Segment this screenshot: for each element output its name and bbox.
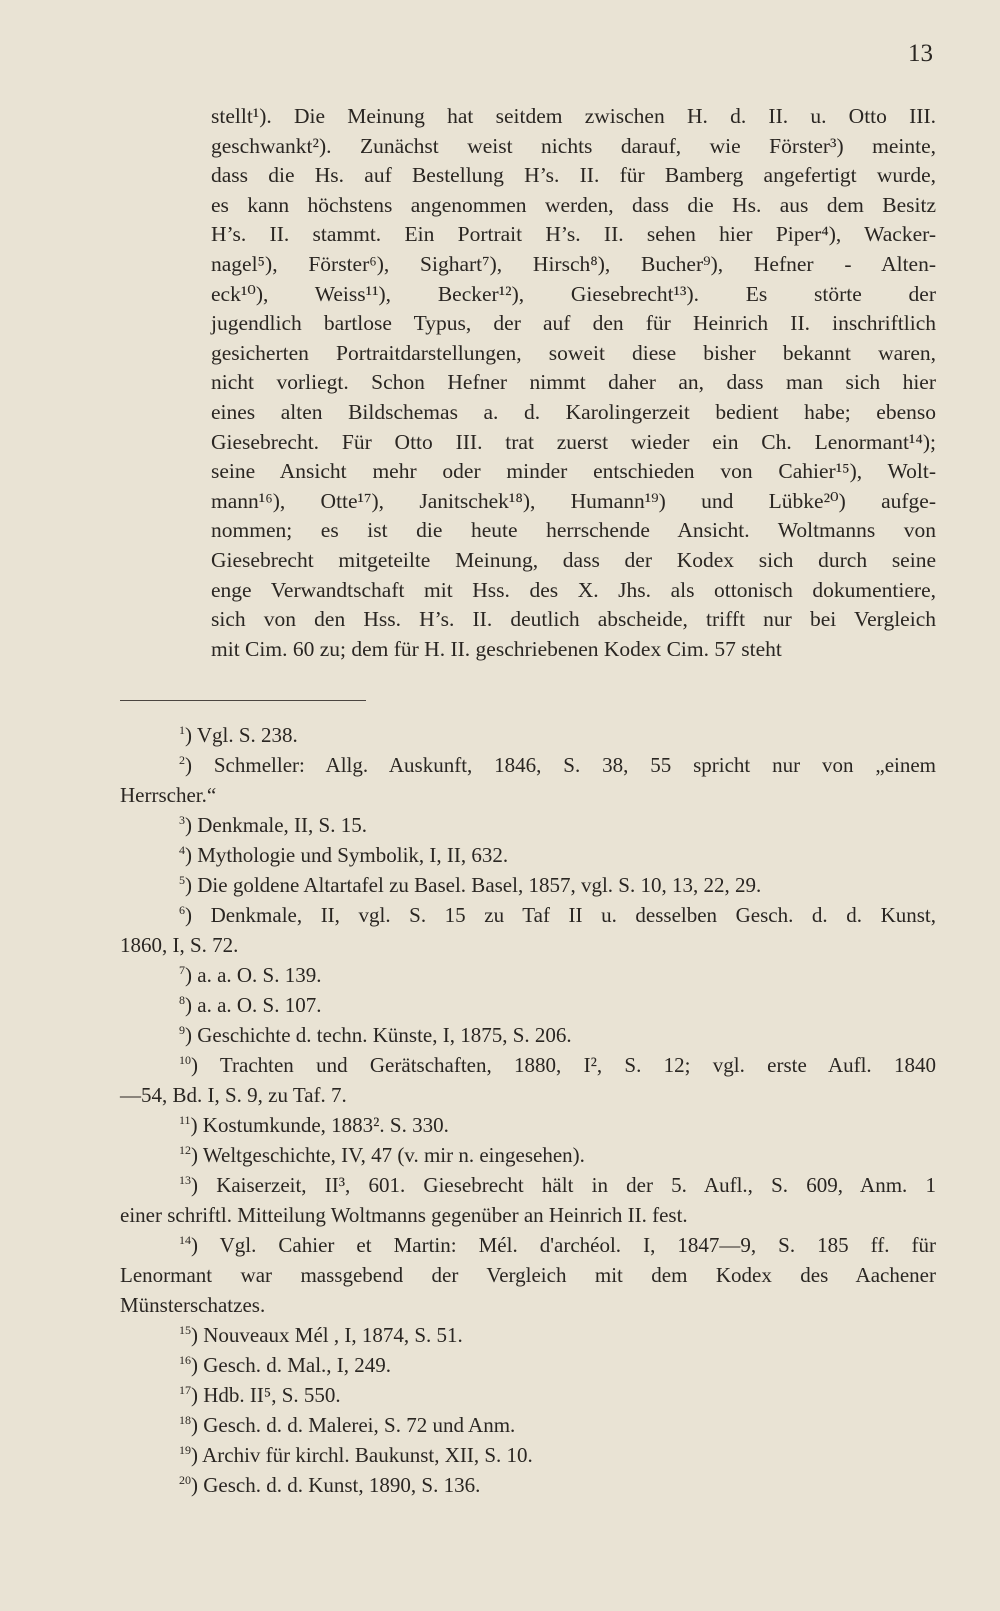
text-line: gesicherten Portraitdarstellungen, soweit diese bisher bekannt waren, [211,340,936,365]
footnote-marker: 9 [179,1023,185,1037]
main-text [211,102,936,664]
text-line: nagel⁵), Förster⁶), Sighart⁷), Hirsch⁸), Bucher⁹), Hefner - Alten- [211,251,936,276]
footnote-marker: 1 [179,723,185,737]
text-line: dass die Hs. auf Bestellung H’s. II. für Bamberg angefertigt wurde, [211,163,936,188]
footnotes [120,720,936,1500]
footnote-continuation-line: —54, Bd. I, S. 9, zu Taf. 7. [120,1083,347,1107]
text-line: geschwankt²). Zunächst weist nichts darauf, wie Förster³) meinte, [211,133,936,158]
text-line: mann¹⁶), Otte¹⁷), Janitschek¹⁸), Humann¹⁹) und Lübke²⁰) aufge- [211,488,936,513]
footnote-marker: 11 [179,1113,191,1127]
footnote-continuation-line: 1860, I, S. 72. [120,933,239,957]
footnote-first-line: $^5$) Die goldene Altartafel zu Basel. Basel, 1857, vgl. S. 10, 13, 22, 29. [179,873,762,897]
footnote-marker: 13 [179,1173,191,1187]
footnote-first-line: $^{17}$) Hdb. II⁵, S. 550. [179,1383,341,1407]
footnote [120,1350,936,1380]
footnote [120,990,936,1020]
footnote [120,1140,936,1170]
footnote-first-line: $^{13}$) Kaiserzeit, II³, 601. Giesebrecht hält in der 5. Aufl., S. 609, Anm. 1 [179,1173,936,1197]
footnote [120,720,936,750]
page-number: 13 [908,40,933,67]
footnote-marker: 5 [179,873,185,887]
footnote-first-line: $^7$) a. a. O. S. 139. [179,963,322,987]
footnote-first-line: $^{14}$) Vgl. Cahier et Martin: Mél. d'archéol. I, 1847—9, S. 185 ff. für [179,1233,936,1257]
text-line: Giesebrecht. Für Otto III. trat zuerst wieder ein Ch. Lenormant¹⁴); [211,429,936,454]
footnote-continuation-line: Herrscher.“ [120,783,217,807]
text-line: eines alten Bildschemas a. d. Karolingerzeit bedient habe; ebenso [211,399,936,424]
footnote [120,1020,936,1050]
footnote-marker: 10 [179,1053,191,1067]
footnote-marker: 15 [179,1323,191,1337]
text-line: jugendlich bartlose Typus, der auf den für Heinrich II. inschriftlich [211,311,936,336]
footnote-first-line: $^2$) Schmeller: Allg. Auskunft, 1846, S. 38, 55 spricht nur von „einem [179,753,936,777]
footnote-first-line: $^{16}$) Gesch. d. Mal., I, 249. [179,1353,392,1377]
footnote-marker: 17 [179,1383,191,1397]
footnote-first-line: $^{15}$) Nouveaux Mél , I, 1874, S. 51. [179,1323,463,1347]
text-line: nicht vorliegt. Schon Hefner nimmt daher an, dass man sich hier [211,370,936,395]
footnote-first-line: $^8$) a. a. O. S. 107. [179,993,322,1017]
text-line: mit Cim. 60 zu; dem für H. II. geschriebenen Kodex Cim. 57 steht [211,636,782,661]
footnote-first-line: $^{10}$) Trachten und Gerätschaften, 1880, I², S. 12; vgl. erste Aufl. 1840 [179,1053,936,1077]
footnote-marker: 3 [179,813,185,827]
footnote [120,1380,936,1410]
footnote [120,810,936,840]
footnote-marker: 12 [179,1143,191,1157]
footnote-continuation-line: einer schriftl. Mitteilung Woltmanns gegenüber an Heinrich II. fest. [120,1203,688,1227]
text-line: seine Ansicht mehr oder minder entschieden von Cahier¹⁵), Wolt- [211,459,936,484]
footnote-marker: 18 [179,1413,191,1427]
footnote-marker: 8 [179,993,185,1007]
text-line: es kann höchstens angenommen werden, dass die Hs. aus dem Besitz [211,192,936,217]
text-line: enge Verwandtschaft mit Hss. des X. Jhs. als ottonisch dokumentiere, [211,577,936,602]
text-line: Giesebrecht mitgeteilte Meinung, dass der Kodex sich durch seine [211,547,936,572]
footnote-marker: 19 [179,1443,191,1457]
footnote [120,1050,936,1110]
text-line: sich von den Hss. H’s. II. deutlich abscheide, trifft nur bei Vergleich [211,607,936,632]
text-line: H’s. II. stammt. Ein Portrait H’s. II. sehen hier Piper⁴), Wacker- [211,222,936,247]
footnote-separator [120,700,366,701]
text-line: eck¹⁰), Weiss¹¹), Becker¹²), Giesebrecht¹³). Es störte der [211,281,936,306]
footnote-marker: 14 [179,1233,191,1247]
footnote-first-line: $^{18}$) Gesch. d. d. Malerei, S. 72 und Anm. [179,1413,516,1437]
footnote-marker: 2 [179,753,185,767]
footnote-first-line: $^4$) Mythologie und Symbolik, I, II, 632. [179,843,509,867]
footnote-first-line: $^1$) Vgl. S. 238. [179,723,298,747]
text-line: stellt¹). Die Meinung hat seitdem zwischen H. d. II. u. Otto III. [211,104,936,128]
footnote [120,1110,936,1140]
footnote-continuation-line: Münsterschatzes. [120,1293,266,1317]
footnote [120,1410,936,1440]
footnote [120,1470,936,1500]
footnote [120,900,936,960]
footnote-first-line: $^3$) Denkmale, II, S. 15. [179,813,367,837]
footnote-first-line: $^{11}$) Kostumkunde, 1883². S. 330. [179,1113,449,1137]
footnote [120,870,936,900]
footnote [120,1320,936,1350]
footnote-first-line: $^{19}$) Archiv für kirchl. Baukunst, XII, S. 10. [179,1443,533,1467]
footnote-first-line: $^{12}$) Weltgeschichte, IV, 47 (v. mir n. eingesehen). [179,1143,585,1167]
footnote [120,960,936,990]
footnote [120,750,936,810]
text-line: nommen; es ist die heute herrschende Ansicht. Woltmanns von [211,518,936,543]
footnote-first-line: $^9$) Geschichte d. techn. Künste, I, 1875, S. 206. [179,1023,572,1047]
footnote [120,840,936,870]
footnote-first-line: $^{20}$) Gesch. d. d. Kunst, 1890, S. 136. [179,1473,481,1497]
footnote-marker: 6 [179,903,185,917]
footnote-marker: 16 [179,1353,191,1367]
footnote [120,1170,936,1230]
footnote-marker: 4 [179,843,185,857]
footnote-marker: 7 [179,963,185,977]
footnote-marker: 20 [179,1473,191,1487]
footnote [120,1230,936,1320]
footnote-first-line: $^6$) Denkmale, II, vgl. S. 15 zu Taf II u. desselben Gesch. d. d. Kunst, [179,903,936,927]
footnote [120,1440,936,1470]
footnote-continuation-line: Lenormant war massgebend der Vergleich mit dem Kodex des Aachener [120,1263,936,1287]
